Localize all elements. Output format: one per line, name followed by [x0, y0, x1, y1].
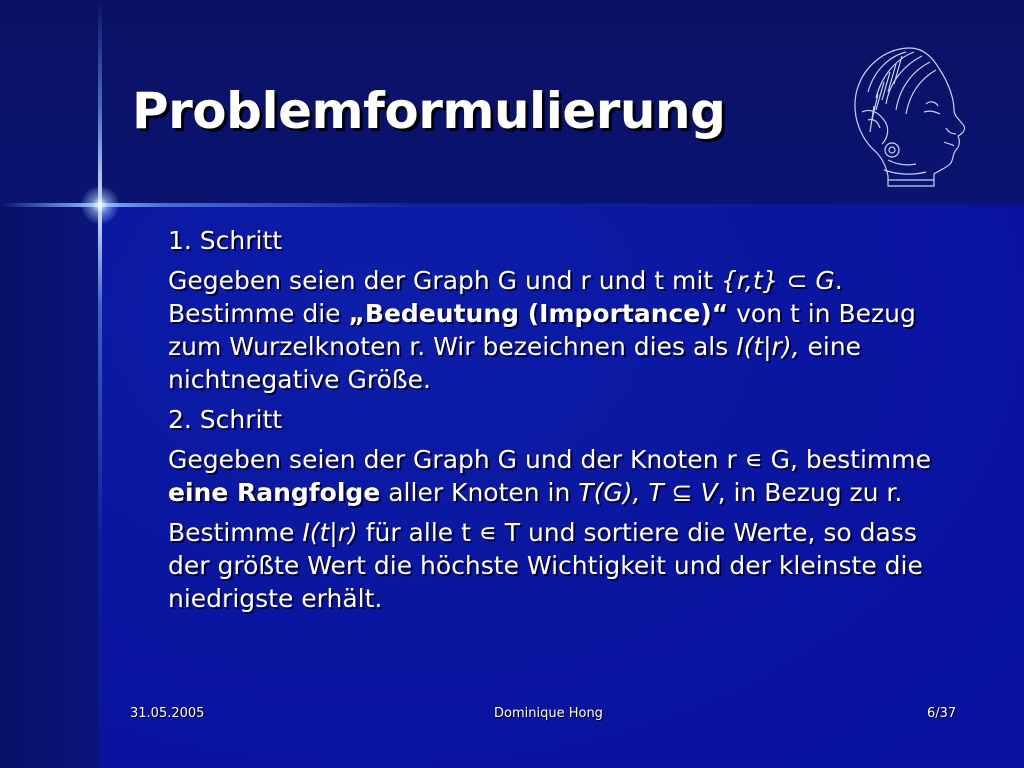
step2-sort-text-2: für alle t ∊ T und sortiere die Werte, so dass der größte Wert die höchste Wichtigkeit und der kleinste die niedrigste erhält. [168, 518, 923, 613]
step2-heading: 2. Schritt [168, 405, 283, 434]
step1-bold-term: „Bedeutung (Importance)“ [348, 299, 729, 328]
step1-set: {r,t} ⊂ G [721, 266, 835, 295]
step2-paragraph [168, 443, 958, 509]
step2-bold-term: eine Rangfolge [168, 478, 381, 507]
athena-head-logo-icon [848, 42, 970, 188]
step1-heading: 1. Schritt [168, 226, 283, 255]
step2-text-2: aller Knoten in [380, 478, 579, 507]
footer-date: 31.05.2005 [130, 706, 205, 721]
step2-sort-paragraph [168, 516, 958, 615]
step1-text-3: von t in Bezug zum Wurzelknoten r. Wir bezeichnen dies als [168, 299, 916, 361]
slide-title: Problemformulierung [132, 82, 726, 140]
light-flare [80, 185, 120, 225]
footer-page-number: 6/37 [927, 706, 957, 721]
step1-paragraph [168, 264, 958, 396]
footer-author: Dominique Hong [494, 706, 603, 721]
step1-text-2: . Bestimme die [168, 266, 843, 328]
step1-function: I(t|r), [736, 332, 800, 361]
step2-text-3: , in Bezug zu r. [717, 478, 903, 507]
step1-text-4: eine nichtnegative Größe. [168, 332, 862, 394]
horizontal-light-line [0, 203, 1024, 207]
step1-text-1: Gegeben seien der Graph G und r und t mit [168, 266, 722, 295]
left-band-background [0, 205, 100, 768]
step2-text-1: Gegeben seien der Graph G und der Knoten r ∊ G, bestimme [168, 445, 931, 474]
slide-content [168, 224, 968, 622]
step2-sort-text-1: Bestimme [168, 518, 303, 547]
step2-sort-function: I(t|r) [302, 518, 358, 547]
step2-set: T(G), T ⊆ V [578, 478, 718, 507]
vertical-light-line [98, 0, 102, 768]
